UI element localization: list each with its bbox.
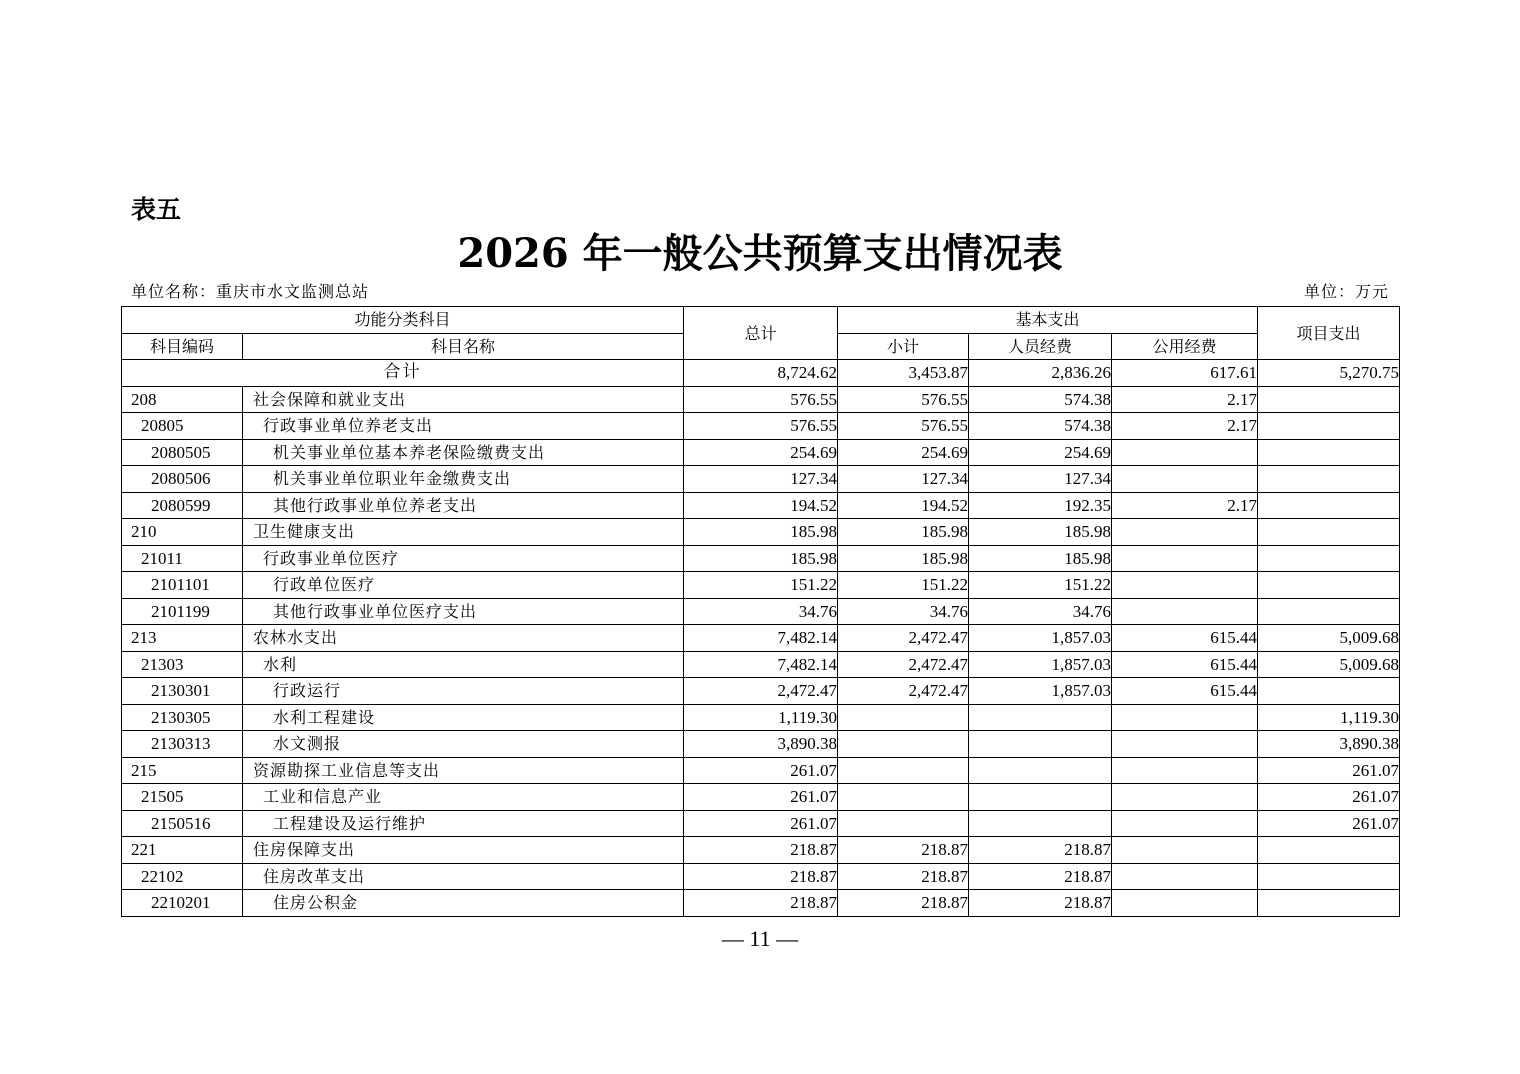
subject-code-cell: 21505 [122,784,243,811]
subject-code-cell: 20805 [122,413,243,440]
project-cell: 261.07 [1258,784,1400,811]
total-cell-public: 617.61 [1112,360,1258,387]
personnel-cell [969,784,1112,811]
subtotal-cell: 194.52 [838,492,969,519]
subtotal-cell: 576.55 [838,413,969,440]
subject-name-cell: 农林水支出 [243,625,684,652]
total-cell: 127.34 [684,466,838,493]
project-cell [1258,439,1400,466]
subject-name-cell: 水利 [243,651,684,678]
project-cell [1258,572,1400,599]
subject-name-cell: 其他行政事业单位医疗支出 [243,598,684,625]
public-cell [1112,757,1258,784]
project-cell: 5,009.68 [1258,625,1400,652]
subject-name-cell: 水文测报 [243,731,684,758]
table-row [122,651,1400,678]
subtotal-cell: 127.34 [838,466,969,493]
total-cell: 576.55 [684,386,838,413]
subtotal-cell: 2,472.47 [838,625,969,652]
total-cell: 218.87 [684,890,838,917]
personnel-cell: 1,857.03 [969,651,1112,678]
subject-code-cell: 213 [122,625,243,652]
header-public-funds: 公用经费 [1112,333,1258,360]
project-cell [1258,386,1400,413]
personnel-cell: 34.76 [969,598,1112,625]
public-cell: 615.44 [1112,651,1258,678]
project-cell [1258,863,1400,890]
total-cell: 34.76 [684,598,838,625]
unit-name: 单位名称：重庆市水文监测总站 [131,282,370,301]
subject-code-cell: 22102 [122,863,243,890]
subject-name-cell: 住房改革支出 [243,863,684,890]
total-cell: 7,482.14 [684,651,838,678]
subtotal-cell: 2,472.47 [838,678,969,705]
subject-name-cell: 工业和信息产业 [243,784,684,811]
table-row [122,704,1400,731]
personnel-cell: 574.38 [969,386,1112,413]
subject-name-cell: 行政运行 [243,678,684,705]
table-row [122,572,1400,599]
total-cell: 7,482.14 [684,625,838,652]
total-cell: 218.87 [684,863,838,890]
subject-code-cell: 2101101 [122,572,243,599]
subtotal-cell: 185.98 [838,545,969,572]
total-cell: 218.87 [684,837,838,864]
subtotal-cell: 185.98 [838,519,969,546]
public-cell [1112,784,1258,811]
subtotal-cell: 218.87 [838,890,969,917]
subject-name-cell: 其他行政事业单位养老支出 [243,492,684,519]
subtotal-cell: 34.76 [838,598,969,625]
subject-code-cell: 2080505 [122,439,243,466]
table-row [122,837,1400,864]
total-cell: 254.69 [684,439,838,466]
total-cell: 2,472.47 [684,678,838,705]
personnel-cell: 185.98 [969,519,1112,546]
personnel-cell: 1,857.03 [969,678,1112,705]
project-cell [1258,890,1400,917]
total-cell: 194.52 [684,492,838,519]
public-cell [1112,545,1258,572]
public-cell: 2.17 [1112,492,1258,519]
project-cell: 3,890.38 [1258,731,1400,758]
subtotal-cell [838,731,969,758]
total-cell-subtotal: 3,453.87 [838,360,969,387]
project-cell [1258,413,1400,440]
table-row [122,598,1400,625]
table-row [122,863,1400,890]
public-cell [1112,890,1258,917]
page-title: 2026 年一般公共预算支出情况表 [457,230,1063,277]
personnel-cell: 574.38 [969,413,1112,440]
total-cell: 185.98 [684,545,838,572]
total-cell: 261.07 [684,757,838,784]
project-cell [1258,545,1400,572]
table-row [122,757,1400,784]
public-cell: 2.17 [1112,413,1258,440]
header-subject-name: 科目名称 [243,333,684,360]
subject-code-cell: 208 [122,386,243,413]
table-row [122,439,1400,466]
total-cell-total: 8,724.62 [684,360,838,387]
table-row [122,386,1400,413]
personnel-cell [969,704,1112,731]
table-row [122,492,1400,519]
header-project-expenditure: 项目支出 [1258,307,1400,360]
personnel-cell: 218.87 [969,837,1112,864]
table-label: 表五 [131,195,182,224]
subtotal-cell [838,810,969,837]
subject-name-cell: 住房公积金 [243,890,684,917]
total-cell: 3,890.38 [684,731,838,758]
unit-label: 单位：万元 [1303,282,1389,301]
subject-name-cell: 水利工程建设 [243,704,684,731]
project-cell: 261.07 [1258,757,1400,784]
public-cell [1112,572,1258,599]
personnel-cell: 192.35 [969,492,1112,519]
subject-name-cell: 行政事业单位养老支出 [243,413,684,440]
budget-expenditure-table [121,306,1400,917]
total-row [122,360,1400,387]
total-cell-personnel: 2,836.26 [969,360,1112,387]
subject-name-cell: 机关事业单位职业年金缴费支出 [243,466,684,493]
header-total: 总计 [684,307,838,360]
personnel-cell: 218.87 [969,890,1112,917]
public-cell [1112,731,1258,758]
project-cell [1258,678,1400,705]
subtotal-cell: 218.87 [838,863,969,890]
project-cell: 1,119.30 [1258,704,1400,731]
project-cell [1258,492,1400,519]
subject-code-cell: 2080506 [122,466,243,493]
total-label: 合计 [122,360,684,387]
public-cell [1112,519,1258,546]
header-subtotal: 小计 [838,333,969,360]
total-cell: 185.98 [684,519,838,546]
personnel-cell [969,757,1112,784]
subject-name-cell: 社会保障和就业支出 [243,386,684,413]
subject-code-cell: 2210201 [122,890,243,917]
table-row [122,731,1400,758]
total-cell: 261.07 [684,784,838,811]
table-row [122,545,1400,572]
subject-name-cell: 行政单位医疗 [243,572,684,599]
project-cell: 5,009.68 [1258,651,1400,678]
subject-code-cell: 2130305 [122,704,243,731]
table-row [122,784,1400,811]
personnel-cell: 151.22 [969,572,1112,599]
subtotal-cell: 218.87 [838,837,969,864]
header-basic-expenditure: 基本支出 [838,307,1258,334]
subject-name-cell: 工程建设及运行维护 [243,810,684,837]
subject-name-cell: 行政事业单位医疗 [243,545,684,572]
public-cell: 2.17 [1112,386,1258,413]
personnel-cell: 218.87 [969,863,1112,890]
header-personnel: 人员经费 [969,333,1112,360]
table-row [122,466,1400,493]
subject-code-cell: 2130313 [122,731,243,758]
subject-code-cell: 21011 [122,545,243,572]
subject-name-cell: 机关事业单位基本养老保险缴费支出 [243,439,684,466]
subject-code-cell: 2130301 [122,678,243,705]
subject-code-cell: 2101199 [122,598,243,625]
table-row [122,890,1400,917]
subject-code-cell: 21303 [122,651,243,678]
subtotal-cell: 254.69 [838,439,969,466]
subtotal-cell [838,704,969,731]
subtotal-cell: 576.55 [838,386,969,413]
subject-code-cell: 210 [122,519,243,546]
subject-code-cell: 2150516 [122,810,243,837]
subtotal-cell: 2,472.47 [838,651,969,678]
subject-code-cell: 215 [122,757,243,784]
table-header [122,307,1400,360]
project-cell [1258,837,1400,864]
personnel-cell [969,731,1112,758]
public-cell [1112,704,1258,731]
page-number: — 11 — [721,926,799,951]
header-subject-code: 科目编码 [122,333,243,360]
header-functional-category: 功能分类科目 [122,307,684,334]
public-cell: 615.44 [1112,625,1258,652]
personnel-cell [969,810,1112,837]
public-cell [1112,439,1258,466]
project-cell [1258,466,1400,493]
subject-name-cell: 住房保障支出 [243,837,684,864]
project-cell [1258,519,1400,546]
personnel-cell: 1,857.03 [969,625,1112,652]
public-cell [1112,810,1258,837]
subject-name-cell: 卫生健康支出 [243,519,684,546]
subtotal-cell [838,784,969,811]
table-row [122,519,1400,546]
table-row [122,810,1400,837]
subject-code-cell: 2080599 [122,492,243,519]
project-cell: 261.07 [1258,810,1400,837]
total-cell: 261.07 [684,810,838,837]
personnel-cell: 254.69 [969,439,1112,466]
subtotal-cell [838,757,969,784]
table-row [122,678,1400,705]
subject-name-cell: 资源勘探工业信息等支出 [243,757,684,784]
public-cell: 615.44 [1112,678,1258,705]
total-cell: 576.55 [684,413,838,440]
subtotal-cell: 151.22 [838,572,969,599]
total-cell: 151.22 [684,572,838,599]
project-cell [1258,598,1400,625]
public-cell [1112,466,1258,493]
total-cell-project: 5,270.75 [1258,360,1400,387]
public-cell [1112,598,1258,625]
table-row [122,413,1400,440]
table-row [122,625,1400,652]
personnel-cell: 185.98 [969,545,1112,572]
public-cell [1112,837,1258,864]
public-cell [1112,863,1258,890]
subject-code-cell: 221 [122,837,243,864]
personnel-cell: 127.34 [969,466,1112,493]
table-body [122,360,1400,917]
total-cell: 1,119.30 [684,704,838,731]
